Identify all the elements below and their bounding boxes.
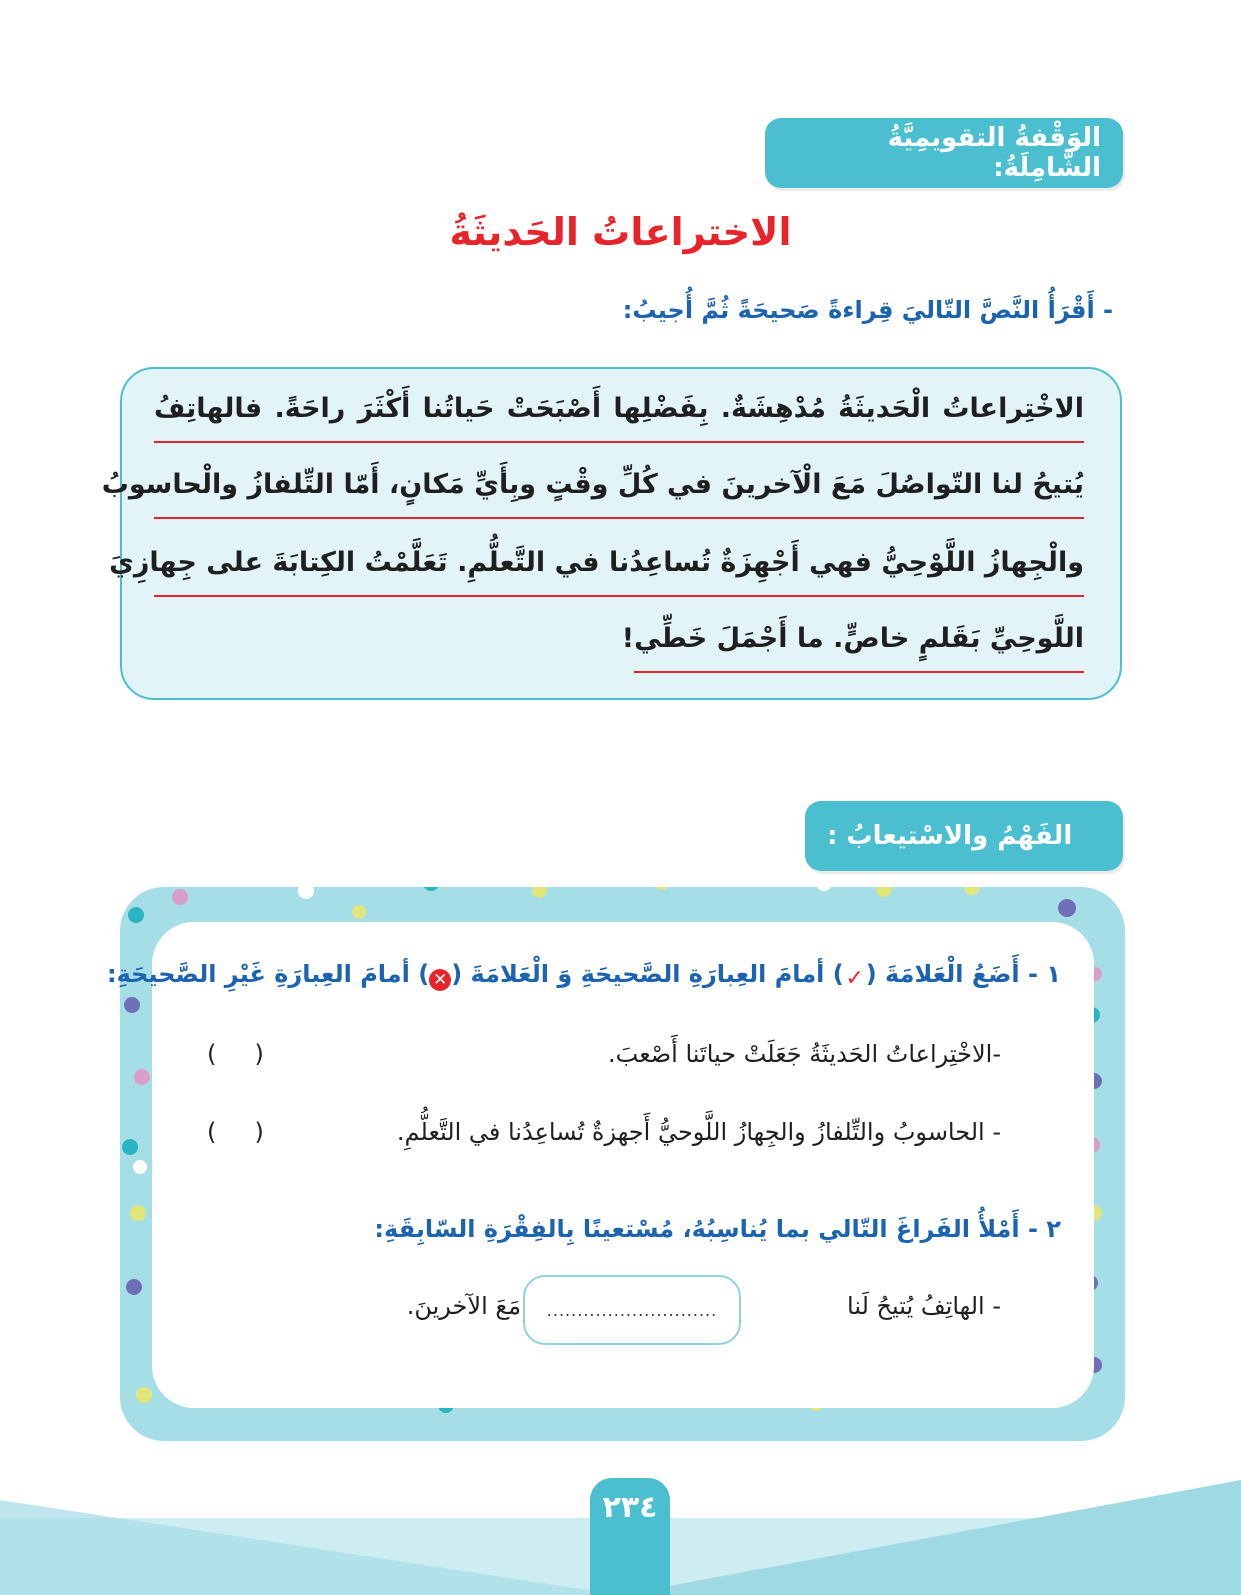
decor-dot [133, 1160, 147, 1174]
fill-blank-input[interactable] [523, 1275, 741, 1345]
fill-sentence-start: - الهاتِفُ يُتيحُ لَنا [847, 1292, 1001, 1320]
decor-dot [126, 1279, 142, 1295]
decor-dot [130, 1205, 146, 1221]
question-2-heading [374, 1215, 1061, 1243]
section-title-comprehensive-evaluation [765, 118, 1123, 188]
question-1-heading [107, 960, 1061, 991]
cross-icon: ✕ [429, 969, 451, 991]
decor-dot [172, 889, 188, 905]
reading-passage [101, 367, 1122, 700]
page-number: ٢٣٤ [590, 1478, 670, 1595]
lesson-title: الاختراعاتُ الحَديثَةُ [449, 210, 792, 254]
decor-dot [128, 907, 144, 923]
decor-dot [876, 887, 892, 897]
statement-2: - الحاسوبُ والتِّلفازُ والجِهازُ اللَّوحيُّ أَجهزةٌ تُساعِدُنا في التَّعلُّمِ. [396, 1118, 1001, 1146]
decor-dot [122, 1139, 138, 1155]
check-icon: ✓ [845, 966, 864, 991]
fill-blank-dots: ............................ [546, 1300, 718, 1320]
question-text: أَضَعُ الْعَلامَةَ ( [865, 960, 1020, 988]
decor-dot [124, 997, 140, 1013]
decor-dot [423, 887, 439, 891]
passage-line: اللَّوحِيِّ بَقَلمٍ خاصٍّ. ما أَجْمَلَ خَطِّي! [634, 623, 1084, 673]
question-text: أَمْلأُ الفَراغَ التّالي بما يُناسِبُهُ، مُسْتعينًا بِالفِقْرَةِ السّابِقَةِ: [374, 1215, 1020, 1243]
decor-dot [1058, 899, 1076, 917]
decor-dot [136, 1387, 152, 1403]
decor-dot [532, 887, 547, 898]
decor-dot [654, 887, 669, 890]
statement-1: -الاخْتِراعاتُ الحَديثَةُ جَعَلَتْ حياتَنا أَصْعبَ. [608, 1040, 1001, 1068]
decor-dot [298, 887, 314, 899]
decor-dot [352, 905, 366, 919]
fill-sentence-end: مَعَ الآخرينَ. [406, 1292, 521, 1320]
question-text: ) أمامَ العِبارَةِ الصَّحيحَةِ وَ الْعَلامَةَ ( [451, 960, 844, 988]
reading-instruction: - أَقْرَأُ النَّصَّ التّاليَ قِراءةً صَحيحَةً ثُمَّ أُجيبُ: [622, 296, 1113, 324]
passage-line: والْجِهازُ اللَّوْحِيُّ فهي أَجْهِزَةٌ تُساعِدُنا في التَّعلُّمِ. تَعَلَّمْتُ الكِتابَةَ على جِهازِيَ [154, 547, 1084, 597]
decor-dot [816, 887, 832, 891]
answer-slot-2[interactable]: ( ) [207, 1118, 264, 1146]
decor-dot [134, 1069, 150, 1085]
question-text: ) أمامَ العِبارَةِ غَيْرِ الصَّحيحَةِ: [107, 960, 430, 988]
question-number: ٢ - [1028, 1215, 1061, 1243]
decor-dot [964, 887, 980, 895]
passage-line: يُتيحُ لنا التّواصُلَ مَعَ الْآخرينَ في كُلِّ وقْتٍ وبِأَيِّ مَكانٍ، أَمّا التِّلفازُ والْحاسوبُ [154, 469, 1084, 519]
passage-line: الاخْتِراعاتُ الْحَديثَةُ مُدْهِشَةٌ. بِفَضْلِها أَصْبَحَتْ حَياتُنا أَكْثَرَ راحَةً. فالهاتِفُ [154, 393, 1084, 443]
question-number: ١ - [1028, 960, 1061, 988]
answer-slot-1[interactable]: ( ) [207, 1040, 264, 1068]
section-title-text: الفَهْمُ والاسْتيعابُ : [827, 821, 1073, 851]
section-title-comprehension [805, 801, 1123, 871]
section-title-text: الوَقْفةُ التقويمِيَّةُ الشّامِلَةُ: [887, 123, 1101, 183]
